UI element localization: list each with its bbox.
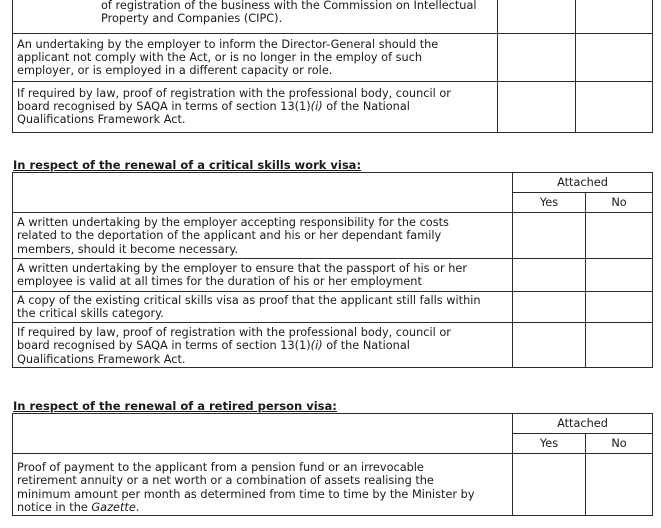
- requirement-line: minimum amount per month as determined from time to time by the Minister by: [17, 487, 475, 501]
- attached-no-checkbox[interactable]: [576, 81, 653, 132]
- requirement-line: [17, 501, 508, 514]
- requirement-italic-text: Gazette: [91, 501, 136, 515]
- requirement-line: Qualifications Framework Act.: [17, 352, 186, 366]
- requirement-line: A copy of the existing critical skills visa as proof that the applicant still falls within: [17, 294, 481, 307]
- requirement-line: of registration of the business with the Commission on Intellectual: [101, 0, 477, 12]
- attached-header: Attached: [513, 173, 653, 193]
- attached-header: Attached: [513, 414, 653, 434]
- requirement-line: Qualifications Framework Act.: [17, 113, 186, 127]
- requirement-italic-text: (i): [310, 339, 323, 353]
- requirement-italic-text: (i): [310, 99, 323, 113]
- attached-yes-checkbox[interactable]: [498, 33, 576, 81]
- requirement-text: notice in the: [17, 501, 92, 515]
- attached-yes-checkbox[interactable]: [513, 259, 586, 292]
- attached-no-checkbox[interactable]: [576, 0, 653, 33]
- requirement-cell: [13, 259, 513, 292]
- attached-yes-checkbox[interactable]: [513, 292, 586, 323]
- top-requirements-table: [12, 0, 653, 133]
- requirement-line: employee is valid at all times for the duration of his or her employment: [17, 275, 422, 289]
- attached-no-checkbox[interactable]: [576, 33, 653, 81]
- requirement-line: Proof of payment to the applicant from a pension fund or an irrevocable: [17, 461, 424, 474]
- requirement-cell: [13, 0, 498, 33]
- attached-no-checkbox[interactable]: [586, 259, 653, 292]
- requirement-cell: [13, 454, 513, 516]
- requirement-cell: [13, 33, 498, 81]
- requirement-text: of the National: [322, 339, 410, 353]
- requirement-line: Property and Companies (CIPC).: [101, 12, 283, 26]
- table-row: [13, 259, 653, 292]
- requirement-text: board recognised by SAQA in terms of section 13(1): [17, 99, 311, 113]
- no-column-header: No: [586, 434, 653, 454]
- requirement-line: An undertaking by the employer to inform the Director-General should the: [17, 37, 439, 51]
- attached-no-checkbox[interactable]: [586, 213, 653, 259]
- requirement-line: A written undertaking by the employer accepting responsibility for the costs: [17, 216, 449, 229]
- requirement-text: of the National: [322, 99, 410, 113]
- critical-skills-table: [12, 172, 653, 368]
- requirement-line: [17, 339, 508, 352]
- requirement-line: related to the deportation of the applicant and his or her dependant family: [17, 229, 442, 243]
- no-column-header: No: [586, 193, 653, 213]
- requirement-line: applicant not comply with the Act, or is no longer in the employ of such: [17, 50, 423, 64]
- table-row: [13, 213, 653, 259]
- table-row: [13, 33, 653, 81]
- critical-skills-heading: In respect of the renewal of a critical skills work visa:: [13, 158, 362, 172]
- requirement-line: If required by law, proof of registration with the professional body, council or: [17, 326, 451, 339]
- attached-yes-checkbox[interactable]: [513, 454, 586, 516]
- requirement-line: members, should it become necessary.: [17, 242, 239, 256]
- header-blank-cell: [13, 414, 513, 454]
- header-blank-cell: [13, 173, 513, 213]
- table-row: [13, 292, 653, 323]
- requirement-text: board recognised by SAQA in terms of section 13(1): [17, 339, 311, 353]
- requirement-line: A written undertaking by the employer to ensure that the passport of his or her: [17, 262, 468, 275]
- attached-no-checkbox[interactable]: [586, 454, 653, 516]
- requirement-line: the critical skills category.: [17, 307, 164, 321]
- requirement-text: .: [135, 501, 140, 515]
- table-row: [13, 0, 653, 33]
- attached-yes-checkbox[interactable]: [513, 323, 586, 368]
- attached-no-checkbox[interactable]: [586, 292, 653, 323]
- requirement-cell: [13, 292, 513, 323]
- yes-column-header: Yes: [513, 434, 586, 454]
- retired-person-table: [12, 413, 653, 516]
- table-row: [13, 81, 653, 132]
- requirement-line: [17, 100, 493, 113]
- requirement-line: employer, or is employed in a different capacity or role.: [17, 64, 333, 78]
- attached-no-checkbox[interactable]: [586, 323, 653, 368]
- attached-yes-checkbox[interactable]: [513, 213, 586, 259]
- requirement-line: retirement annuity or a net worth or a combination of assets realising the: [17, 474, 434, 488]
- requirement-cell: [13, 323, 513, 368]
- table-header-row: [13, 173, 653, 193]
- table-header-row: [13, 414, 653, 434]
- yes-column-header: Yes: [513, 193, 586, 213]
- requirement-cell: [13, 213, 513, 259]
- requirement-cell: [13, 81, 498, 132]
- table-row: [13, 323, 653, 368]
- requirement-line: If required by law, proof of registration with the professional body, council or: [17, 86, 451, 100]
- retired-person-heading: In respect of the renewal of a retired person visa:: [13, 399, 337, 413]
- table-row: [13, 454, 653, 516]
- attached-yes-checkbox[interactable]: [498, 0, 576, 33]
- attached-yes-checkbox[interactable]: [498, 81, 576, 132]
